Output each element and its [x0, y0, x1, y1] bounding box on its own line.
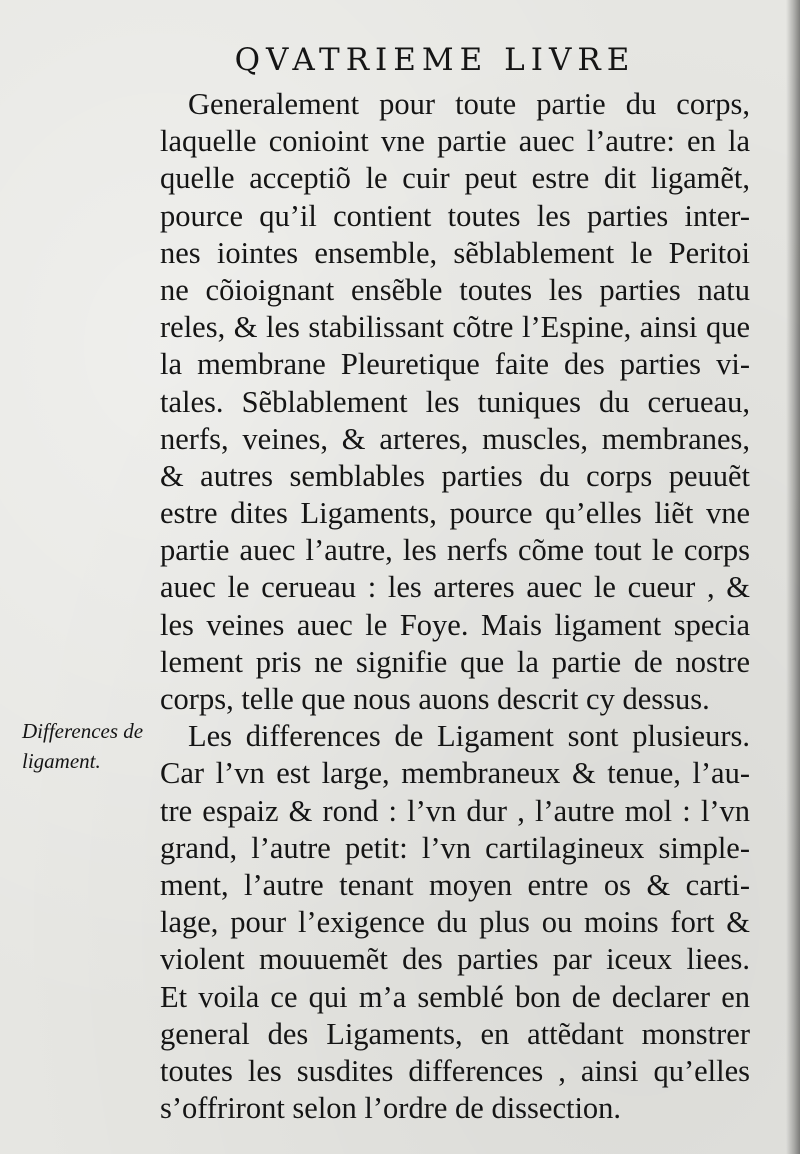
text-line: corps, telle que nous auons descrit cy dessus. — [160, 682, 710, 716]
text-line: estre dites Ligaments, pource qu’elles liẽt vne — [160, 496, 750, 531]
running-head: QVATRIEME LIVRE — [234, 42, 636, 78]
text-line: Les differences de Ligament sont plusieurs. — [188, 719, 750, 754]
body-text — [160, 86, 750, 1127]
text-line: nerfs, veines, & arteres, muscles, membranes, — [160, 421, 750, 456]
text-line: lage, pour l’exigence du plus ou moins fort & — [160, 905, 750, 940]
text-line: grand, l’autre petit: l’vn cartilagineux simple- — [160, 830, 750, 865]
text-line: Et voila ce qui m’a semblé bon de declarer en — [160, 979, 750, 1014]
text-line: la membrane Pleuretique faite des parties vi- — [160, 347, 750, 382]
text-line: lement pris ne signifie que la partie de nostre — [160, 644, 750, 679]
text-line: laquelle conioint vne partie auec l’autre: en la — [160, 124, 750, 159]
text-line: pource qu’il contient toutes les parties inter- — [160, 198, 750, 233]
text-line: les veines auec le Foye. Mais ligament specia — [160, 607, 750, 642]
text-line: ne cõioignant ensẽble toutes les parties natu — [160, 272, 750, 307]
text-line: general des Ligaments, en attẽdant monstrer — [160, 1016, 750, 1051]
margin-note — [22, 716, 172, 776]
text-line: toutes les susdites differences , ainsi qu’elles — [160, 1053, 750, 1088]
text-line: Generalement pour toute partie du corps, — [188, 87, 750, 121]
text-line: violent mouuemẽt des parties par iceux liees. — [160, 942, 750, 977]
text-line: ment, l’autre tenant moyen entre os & carti- — [160, 867, 750, 902]
text-line: reles, & les stabilissant cõtre l’Espine, ainsi que — [160, 310, 750, 345]
page-edge-shadow — [786, 0, 800, 1154]
text-line: tre espaiz & rond : l’vn dur , l’autre mol : l’vn — [160, 793, 750, 828]
text-line: s’offriront selon l’ordre de dissection. — [160, 1091, 622, 1126]
text-line: auec le cerueau : les arteres auec le cueur , & — [160, 570, 750, 605]
text-line: partie auec l’autre, les nerfs cõme tout le corps — [160, 533, 750, 568]
text-line: & autres semblables parties du corps peuuẽt — [160, 458, 750, 493]
text-line: nes iointes ensemble, sẽblablement le Peritoi — [160, 235, 750, 270]
margin-note-line: Differences de — [22, 719, 144, 743]
text-line: tales. Sẽblablement les tuniques du cerueau, — [160, 384, 750, 419]
text-line: Car l’vn est large, membraneux & tenue, l’au- — [160, 756, 750, 791]
text-line: quelle acceptiõ le cuir peut estre dit ligamẽt, — [160, 161, 750, 196]
margin-note-line: ligament. — [22, 749, 101, 773]
